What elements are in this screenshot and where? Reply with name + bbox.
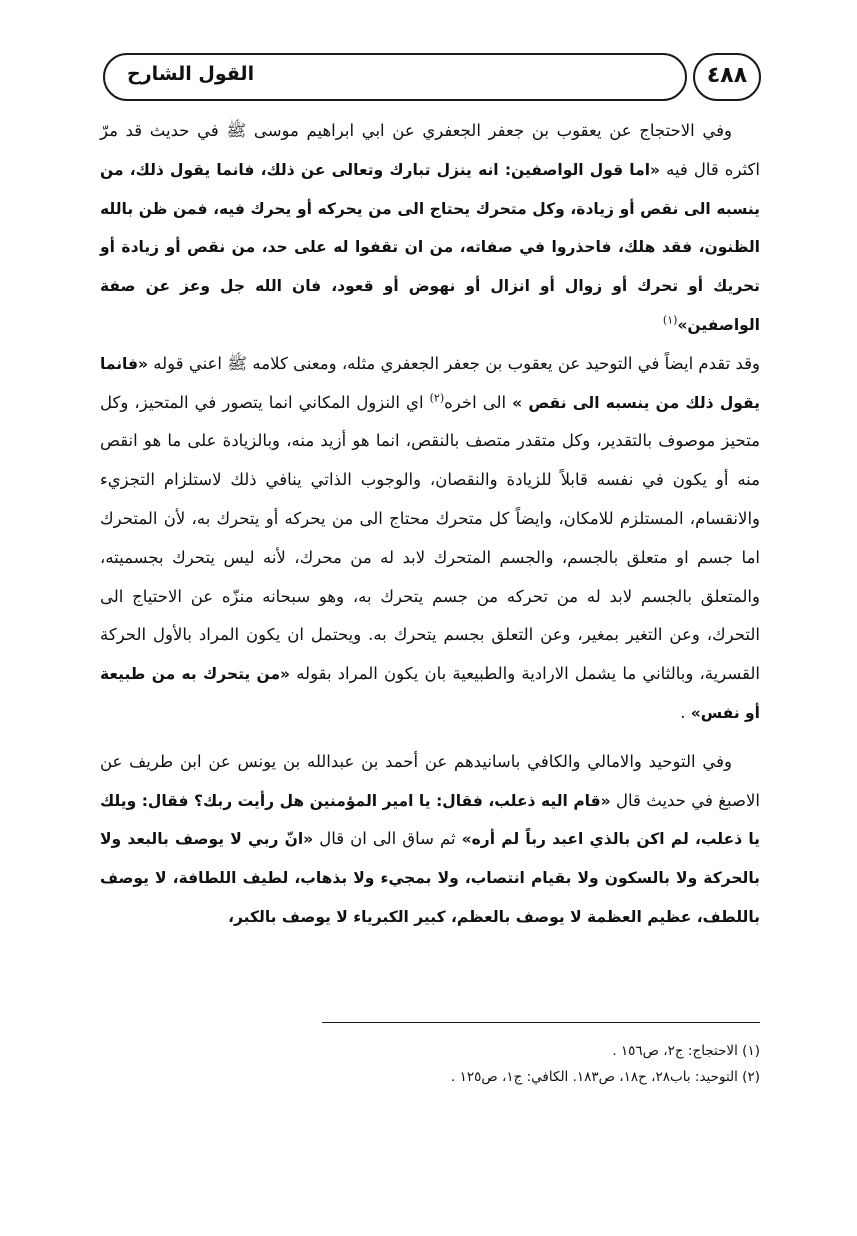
main-text xyxy=(100,112,760,937)
quotation: «انّ ربي لا يوصف بالبعد ولا بالحركة ولا بالسكون ولا بقيام انتصاب، ولا بمجيء ولا بذهاب، لطيف اللطافة، لا يوصف باللطف، عظيم العظمة لا يوصف بالعظم، كبير الكبرياء لا يوصف بالكبر، xyxy=(100,830,760,926)
quotation: «فانما يقول ذلك من ينسبه الى نقص » xyxy=(100,354,760,412)
running-header-title: القول الشارح xyxy=(127,63,255,85)
text-run: . xyxy=(680,702,691,722)
footnotes xyxy=(300,1038,760,1090)
text-run: وقد تقدم ايضاً في التوحيد عن يعقوب بن جعفر الجعفري مثله، ومعنى كلامه ﷺ اعني قوله xyxy=(148,353,760,373)
paragraph-2 xyxy=(100,345,760,733)
footnote-marker-1: (١) xyxy=(662,313,678,327)
footnote-separator xyxy=(322,1022,760,1023)
page-number: ٤٨٨ xyxy=(706,63,748,88)
quotation: «قام اليه ذعلب، فقال: يا امير المؤمنين هل رأيت ربك؟ فقال: ويلك يا ذعلب، لم اكن بالذي اعبد رباً لم أره» xyxy=(100,791,760,849)
footnote-2: (٢) التوحيد: باب٢٨، ح١٨، ص١٨٣. الكافي: ج١، ص١٢٥ . xyxy=(451,1069,760,1085)
paragraph-3 xyxy=(100,743,760,937)
footnote-1: (١) الاحتجاج: ج٢، ص١٥٦ . xyxy=(612,1043,760,1059)
page-number-badge xyxy=(693,53,761,101)
quotation: «من يتحرك به من طبيعة أو نفس» xyxy=(100,665,760,722)
footnote-marker-2: (٢) xyxy=(429,391,445,405)
text-run: اي النزول المكاني انما يتصور في المتحيز، وكل متحيز موصوف بالتقدير، وكل متقدر متصف بالنقص، انما هو أزيد منه، وبالزيادة على ما هو انقص منه أو يكون في نفسه قابلاً للزيادة والنقصان، والوجوب الذاتي ينافي ذلك لاستلزام التجزيء والانقسام، المستلزم للامكان، وايضاً كل متحرك محتاج الى من يحركه أو يتحرك به، لأن المتحرك اما جسم او متعلق بالجسم، والجسم المتحرك لابد له من محرك، لأنه ليس يتحرك بجسميته، والمتعلق بالجسم لابد له من تحركه من جسم يتحرك به، وهو سبحانه منزّه عن الاحتياج الى التحرك، وعن التغير بمغير، وعن التعلق بجسم يتحرك به. ويحتمل ان يكون المراد بالأول الحركة القسرية، وبالثاني ما يشمل الارادية والطبيعية بان يكون المراد بقوله xyxy=(100,392,760,684)
quotation: «اما قول الواصفين: انه ينزل تبارك وتعالى عن ذلك، فانما يقول ذلك، من ينسبه الى نقص أو زيادة، وكل متحرك يحتاج الى من يحركه أو يحرك فيه، فمن ظن بالله الظنون، فقد هلك، فاحذروا في صفاته، من ان تقفوا له على حد، من نقص أو زيادة أو تحريك أو تحرك أو زوال أو انزال أو نهوض أو قعود، فان الله جل وعز عن صفة الواصفين» xyxy=(100,160,760,334)
text-run: وفي التوحيد والامالي والكافي باسانيدهم عن أحمد بن عبدالله بن يونس عن ابن طريف عن الاصبغ في حديث قال xyxy=(100,751,760,810)
text-run: الى اخره xyxy=(444,392,513,412)
paragraph-1 xyxy=(100,112,760,345)
running-header xyxy=(103,53,687,101)
text-run: وفي الاحتجاج عن يعقوب بن جعفر الجعفري عن ابي ابراهيم موسى ﷺ في حديث قد مرّ اكثره قال فيه xyxy=(100,121,760,179)
text-run: ثم ساق الى ان قال xyxy=(313,829,462,849)
